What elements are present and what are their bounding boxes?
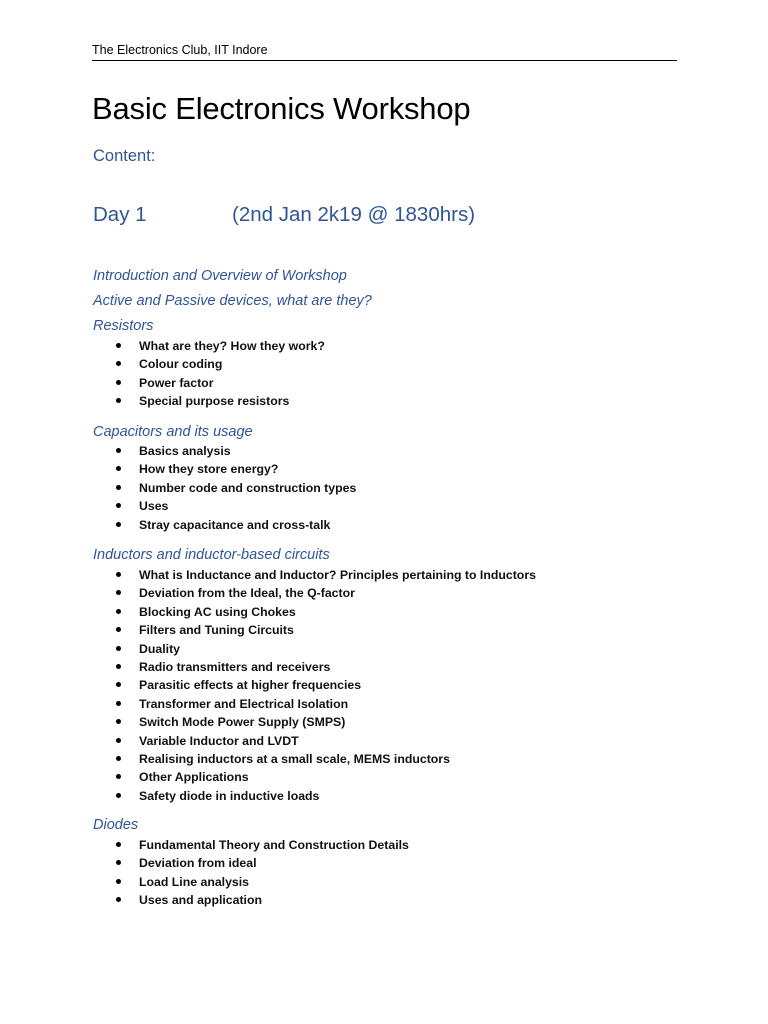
list-item: Deviation from ideal (0, 854, 409, 872)
section-active-passive: Active and Passive devices, what are they? (93, 293, 372, 309)
content-label: Content: (93, 147, 156, 165)
section-heading-resistors: Resistors (93, 318, 154, 334)
list-item: Special purpose resistors (0, 392, 325, 410)
section-heading-diodes: Diodes (93, 817, 139, 833)
list-item: Uses and application (0, 891, 409, 909)
list-item: How they store energy? (0, 460, 356, 478)
list-item: What are they? How they work? (0, 337, 325, 355)
capacitors-list (0, 442, 356, 534)
inductors-list (0, 566, 536, 805)
page-header: The Electronics Club, IIT Indore (92, 42, 677, 61)
list-item: Radio transmitters and receivers (0, 658, 536, 676)
list-item: Uses (0, 497, 356, 515)
list-item: What is Inductance and Inductor? Principles pertaining to Inductors (0, 566, 536, 584)
list-item: Load Line analysis (0, 873, 409, 891)
list-item: Duality (0, 640, 536, 658)
resistors-list (0, 337, 325, 411)
list-item: Realising inductors at a small scale, MEMS inductors (0, 750, 536, 768)
list-item: Variable Inductor and LVDT (0, 732, 536, 750)
list-item: Blocking AC using Chokes (0, 603, 536, 621)
list-item: Deviation from the Ideal, the Q-factor (0, 584, 536, 602)
diodes-list (0, 836, 409, 910)
list-item: Basics analysis (0, 442, 356, 460)
section-intro: Introduction and Overview of Workshop (93, 268, 347, 284)
list-item: Colour coding (0, 355, 325, 373)
day-label: Day 1 (93, 203, 147, 226)
list-item: Switch Mode Power Supply (SMPS) (0, 713, 536, 731)
list-item: Parasitic effects at higher frequencies (0, 676, 536, 694)
list-item: Power factor (0, 374, 325, 392)
list-item: Stray capacitance and cross-talk (0, 516, 356, 534)
list-item: Other Applications (0, 768, 536, 786)
day-date: (2nd Jan 2k19 @ 1830hrs) (232, 203, 476, 226)
section-heading-capacitors: Capacitors and its usage (93, 424, 253, 440)
document-title: Basic Electronics Workshop (92, 91, 471, 126)
list-item: Filters and Tuning Circuits (0, 621, 536, 639)
day-heading (93, 200, 476, 230)
section-heading-inductors: Inductors and inductor-based circuits (93, 547, 330, 563)
list-item: Fundamental Theory and Construction Details (0, 836, 409, 854)
list-item: Safety diode in inductive loads (0, 787, 536, 805)
list-item: Number code and construction types (0, 479, 356, 497)
list-item: Transformer and Electrical Isolation (0, 695, 536, 713)
